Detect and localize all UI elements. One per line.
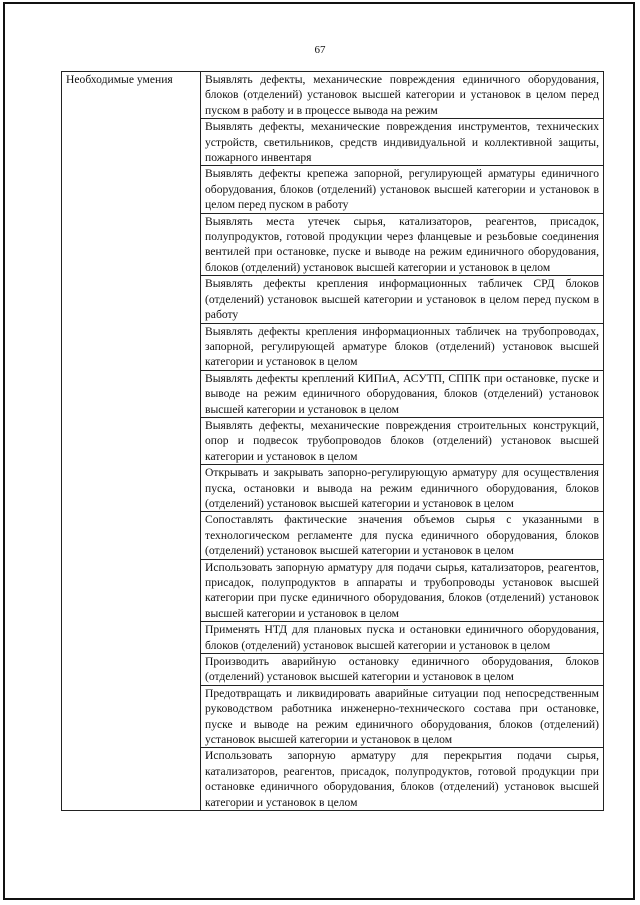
skill-text: Выявлять места утечек сырья, катализаторов, реагентов, присадок, полупродуктов, готовой продукции через фланцевые и резьбовые соединения вентилей при остановке, пуске и выводе на режим единичного оборудования, блоков (отделений) установок высшей категории и установок в целом — [205, 214, 599, 274]
skill-text: Выявлять дефекты крепления информационных табличек СРД блоков (отделений) установок высшей категории и установок в целом перед пуском в работу — [205, 277, 599, 322]
skill-cell — [201, 512, 604, 559]
skill-text: Применять НТД для плановых пуска и остановки единичного оборудования, блоков (отделений) установок высшей категории и установок в целом — [205, 623, 599, 652]
skill-cell — [201, 323, 604, 370]
skill-text: Производить аварийную остановку единичного оборудования, блоков (отделений) установок высшей категории и установок в целом — [205, 655, 599, 684]
skill-text: Выявлять дефекты крепежа запорной, регулирующей арматуры единичного оборудования, блоков (отделений) установок высшей категории и установок в целом перед пуском в работу — [205, 167, 599, 212]
skill-cell — [201, 685, 604, 748]
skill-cell — [201, 417, 604, 464]
skill-cell — [201, 72, 604, 119]
skill-cell — [201, 622, 604, 654]
skill-cell — [201, 119, 604, 166]
skill-cell — [201, 213, 604, 276]
skill-text: Использовать запорную арматуру для подачи сырья, катализаторов, реагентов, присадок, полупродуктов в аппараты и трубопроводы установок высшей категории при пуске единичного оборудования, блоков (отделений) установок высшей категории и установок в целом — [205, 560, 599, 620]
skill-text: Открывать и закрывать запорно-регулирующую арматуру для осуществления пуска, остановки и вывода на режим единичного оборудования, блоков (отделений) установок высшей категории и установок в целом — [205, 466, 599, 510]
skill-text: Выявлять дефекты крепления информационных табличек на трубопроводах, запорной, регулирующей арматуре блоков (отделений) установок высшей категории и установок в целом — [205, 324, 599, 369]
row-label-cell: Необходимые умения — [62, 72, 201, 811]
skill-cell — [201, 276, 604, 323]
skill-cell — [201, 465, 604, 512]
skill-cell — [201, 559, 604, 622]
skill-cell — [201, 166, 604, 213]
skills-table-body — [62, 72, 604, 811]
skill-text: Выявлять дефекты, механические повреждения инструментов, технических устройств, светильников, средств индивидуальной и коллективной защиты, пожарного инвентаря — [205, 120, 599, 165]
skill-text: Сопоставлять фактические значения объемов сырья с указанными в технологическом регламенте для пуска единичного оборудования, блоков (отделений) установок высшей категории и установок в целом — [205, 513, 599, 558]
page-number: 67 — [314, 44, 326, 56]
table-row — [62, 72, 604, 119]
skill-text: Выявлять дефекты, механические повреждения единичного оборудования, блоков (отделений) установок высшей категории и установок в целом перед пуском в работу и в процессе вывода на режим — [205, 73, 599, 117]
skill-cell — [201, 748, 604, 811]
skill-cell — [201, 654, 604, 686]
skill-text: Выявлять дефекты, механические повреждения строительных конструкций, опор и подвесок трубопроводов блоков (отделений) установок высшей категории и установок в целом — [205, 418, 599, 463]
skill-text: Выявлять дефекты креплений КИПиА, АСУТП, СППК при остановке, пуске и выводе на режим единичного оборудования, блоков (отделений) установок высшей категории и установок в целом — [205, 371, 599, 416]
skill-text: Использовать запорную арматуру для перекрытия подачи сырья, катализаторов, реагентов, присадок, полупродуктов, готовой продукции при остановке единичного оборудования, блоков (отделений) установок высшей категории и установок в целом — [205, 749, 599, 809]
skill-text: Предотвращать и ликвидировать аварийные ситуации под непосредственным руководством работника инженерно-технического состава при остановке, пуске и выводе на режим единичного оборудования, блоков (отделений) установок высшей категории и установок в целом — [205, 686, 599, 747]
skills-table — [61, 71, 604, 811]
skill-cell — [201, 370, 604, 417]
